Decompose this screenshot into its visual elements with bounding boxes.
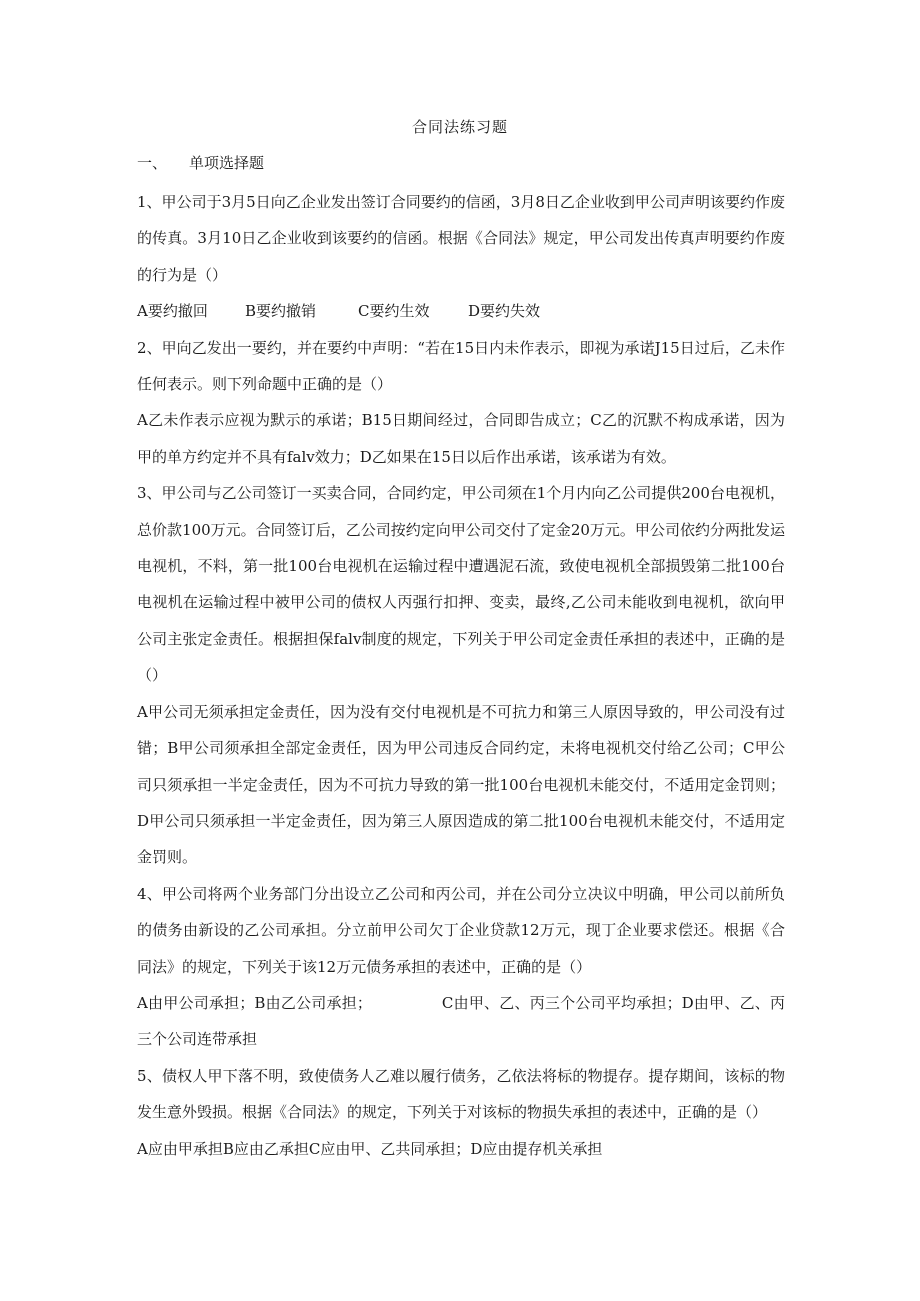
question-body bbox=[137, 184, 785, 1167]
section-label: 单项选择题 bbox=[189, 154, 265, 172]
option-c: C要约生效 bbox=[358, 302, 430, 321]
question-2-options: A乙未作表示应视为默示的承诺；B15日期间经过，合同即告成立；C乙的沉默不构成承诺，因为甲的单方约定并不具有falv效力；D乙如果在15日以后作出承诺，该承诺为有效。 bbox=[137, 411, 785, 466]
section-number: 一、 bbox=[137, 154, 168, 172]
question-1-options bbox=[137, 293, 785, 329]
question-2-stem: 2、甲向乙发出一要约，并在要约中声明：“若在15日内未作表示，即视为承诺J15日过后，乙未作任何表示。则下列命题中正确的是（） bbox=[137, 338, 785, 394]
question-1-stem: 1、甲公司于3月5日向乙企业发出签订合同要约的信函，3月8日乙企业收到甲公司声明该要约作废的传真。3月10日乙企业收到该要约的信函。根据《合同法》规定，甲公司发出传真声明要约作废的行为是（） bbox=[137, 193, 785, 284]
question-5-options: A应由甲承担B应由乙承担C应由甲、乙共同承担；D应由提存机关承担 bbox=[137, 1139, 603, 1158]
question-4-options-cd: C由甲、乙、丙三个公司平均承担；D由甲、乙、丙三个公司连带承担 bbox=[137, 993, 786, 1049]
section-heading bbox=[137, 152, 264, 173]
question-4-stem: 4、甲公司将两个业务部门分出设立乙公司和丙公司，并在公司分立决议中明确，甲公司以前所负的债务由新设的乙公司承担。分立前甲公司欠丁企业贷款12万元，现丁企业要求偿还。根据《合同法》的规定，下列关于该12万元债务承担的表述中，正确的是（） bbox=[137, 884, 785, 976]
option-a: A要约撤回 bbox=[137, 302, 208, 321]
question-4-options bbox=[137, 985, 785, 1058]
page-title: 合同法练习题 bbox=[411, 118, 508, 136]
question-3-stem: 3、甲公司与乙公司签订一买卖合同，合同约定，甲公司须在1个月内向乙公司提供200台电视机，总价款100万元。合同签订后，乙公司按约定向甲公司交付了定金20万元。甲公司依约分两批发运电视机，不料，第一批100台电视机在运输过程中遭遇泥石流，致使电视机全部损毁第二批100台电视机在运输过程中被甲公司的债权人丙强行扣押、变卖，最终,乙公司未能收到电视机，欲向甲公司主张定金责任。根据担保falv制度的规定，下列关于甲公司定金责任承担的表述中，正确的是（） bbox=[137, 484, 785, 685]
question-4-options-ab: A由甲公司承担；B由乙公司承担； bbox=[137, 993, 372, 1012]
option-d: D要约失效 bbox=[468, 302, 541, 321]
question-5-stem: 5、债权人甲下落不明，致使债务人乙难以履行债务，乙依法将标的物提存。提存期间，该标的物发生意外毁损。根据《合同法》的规定，下列关于对该标的物损失承担的表述中，正确的是（） bbox=[137, 1066, 785, 1122]
question-3-options: A甲公司无须承担定金责任，因为没有交付电视机是不可抗力和第三人原因导致的，甲公司没有过错；B甲公司须承担全部定金责任，因为甲公司违反合同约定，未将电视机交付给乙公司；C甲公司只须承担一半定金责任，因为不可抗力导致的第一批100台电视机未能交付，不适用定金罚则；D甲公司只须承担一半定金责任，因为第三人原因造成的第二批100台电视机未能交付，不适用定金罚则。 bbox=[137, 702, 785, 867]
option-b: B要约撤销 bbox=[245, 302, 317, 321]
